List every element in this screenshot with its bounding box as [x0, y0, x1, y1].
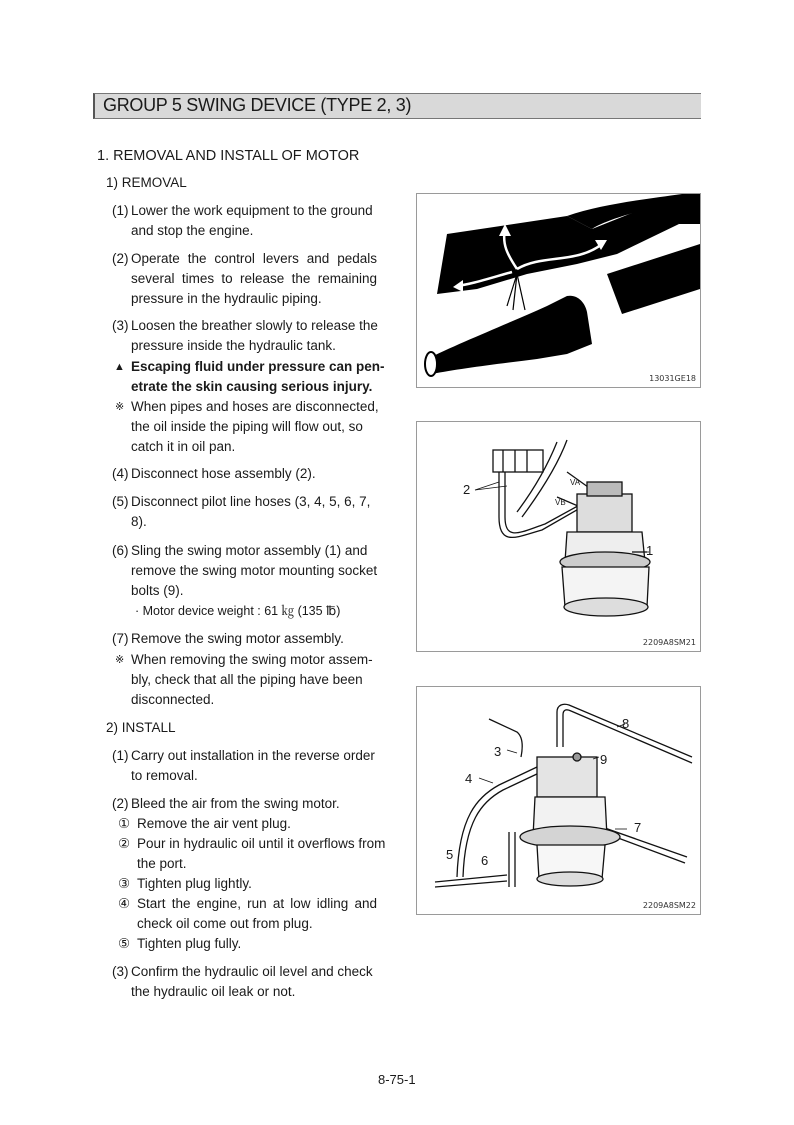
substep-2-num: ② — [118, 836, 131, 851]
note-2-line-2: bly, check that all the piping have been — [131, 672, 363, 687]
removal-step-6-line-3: bolts (9). — [131, 583, 184, 598]
removal-step-7-num: (7) — [112, 631, 129, 646]
label-pipe-3: 3 — [494, 744, 502, 759]
label-motor-1: 1 — [646, 543, 654, 558]
note-2-line-3: disconnected. — [131, 692, 215, 707]
removal-step-5-line-2: 8). — [131, 514, 147, 529]
group-title-bar — [93, 93, 701, 119]
label-hose-2: 2 — [463, 482, 471, 497]
removal-step-1-line-1: Lower the work equipment to the ground — [131, 203, 373, 218]
figure-2-code: 2209A8SM21 — [642, 638, 696, 647]
note-2-reference-mark-icon: ※ — [115, 654, 125, 666]
install-heading: 2) INSTALL — [106, 720, 176, 735]
install-step-3-line-1: Confirm the hydraulic oil level and check — [131, 964, 373, 979]
install-step-2-line-1: Bleed the air from the swing motor. — [131, 796, 340, 811]
warning-line-1: Escaping fluid under pressure can pen- — [131, 359, 385, 374]
removal-step-6-line-1: Sling the swing motor assembly (1) and — [131, 543, 368, 558]
install-step-3-line-2: the hydraulic oil leak or not. — [131, 984, 296, 999]
substep-1-num: ① — [118, 816, 131, 831]
figure-swing-motor-install — [416, 686, 701, 915]
label-bolt-9: 9 — [600, 752, 608, 767]
substep-5-num: ⑤ — [118, 936, 131, 951]
group-title: GROUP 5 SWING DEVICE (TYPE 2, 3) — [103, 95, 412, 115]
note-1-reference-mark-icon: ※ — [115, 401, 125, 413]
hose-pressure-illustration — [417, 194, 700, 387]
removal-step-3-num: (3) — [112, 318, 129, 333]
substep-4-num: ④ — [118, 896, 131, 911]
substep-3-num: ③ — [118, 876, 131, 891]
figure-swing-motor-removal — [416, 421, 701, 652]
label-pipe-5: 5 — [446, 847, 454, 862]
section-title: 1. REMOVAL AND INSTALL OF MOTOR — [97, 148, 360, 164]
removal-step-2-line-3: pressure in the hydraulic piping. — [131, 291, 322, 306]
motor-weight: · Motor device weight : 61 ㎏ (135 ℔) — [135, 604, 341, 618]
removal-step-4-num: (4) — [112, 466, 129, 481]
install-step-1-line-1: Carry out installation in the reverse order — [131, 748, 375, 763]
removal-step-2-line-1: Operate the control levers and pedals — [131, 251, 377, 266]
substep-2-line-2: the port. — [137, 856, 187, 871]
figure-1-code: 13031GE18 — [649, 374, 696, 383]
note-1-line-3: catch it in oil pan. — [131, 439, 236, 454]
label-port-va: VA — [570, 478, 581, 487]
figure-3-code: 2209A8SM22 — [642, 901, 696, 910]
label-pipe-7: 7 — [634, 820, 642, 835]
install-step-2-num: (2) — [112, 796, 129, 811]
label-pipe-6: 6 — [481, 853, 489, 868]
note-2-line-1: When removing the swing motor assem- — [131, 652, 373, 667]
removal-step-6-line-2: remove the swing motor mounting socket — [131, 563, 378, 578]
removal-step-3-line-2: pressure inside the hydraulic tank. — [131, 338, 336, 353]
substep-1-line-1: Remove the air vent plug. — [137, 816, 291, 831]
substep-4-line-2: check oil come out from plug. — [137, 916, 313, 931]
install-step-3-num: (3) — [112, 964, 129, 979]
label-pipe-4: 4 — [465, 771, 473, 786]
substep-4-line-1: Start the engine, run at low idling and — [137, 896, 377, 911]
swing-motor-illustration — [417, 422, 700, 651]
note-1-line-1: When pipes and hoses are disconnected, — [131, 399, 379, 414]
install-step-1-line-2: to removal. — [131, 768, 198, 783]
removal-step-6-num: (6) — [112, 543, 129, 558]
label-pipe-8: 8 — [622, 716, 630, 731]
removal-step-2-num: (2) — [112, 251, 129, 266]
removal-step-2-line-2: several times to release the remaining — [131, 271, 377, 286]
removal-step-4-line-1: Disconnect hose assembly (2). — [131, 466, 316, 481]
removal-step-5-num: (5) — [112, 494, 129, 509]
warning-line-2: etrate the skin causing serious injury. — [131, 379, 373, 394]
substep-5-line-1: Tighten plug fully. — [137, 936, 242, 951]
removal-step-1-line-2: and stop the engine. — [131, 223, 254, 238]
substep-2-line-1: Pour in hydraulic oil until it overflows from — [137, 836, 386, 851]
removal-step-3-line-1: Loosen the breather slowly to release the — [131, 318, 378, 333]
removal-step-7-line-1: Remove the swing motor assembly. — [131, 631, 344, 646]
label-port-vb: VB — [555, 498, 566, 507]
removal-step-1-num: (1) — [112, 203, 129, 218]
warning-triangle-icon: ▲ — [114, 361, 125, 373]
removal-step-5-line-1: Disconnect pilot line hoses (3, 4, 5, 6, 7, — [131, 494, 371, 509]
figure-hydraulic-pressure-warning — [416, 193, 701, 388]
removal-heading: 1) REMOVAL — [106, 175, 187, 190]
substep-3-line-1: Tighten plug lightly. — [137, 876, 252, 891]
note-1-line-2: the oil inside the piping will flow out, so — [131, 419, 363, 434]
install-step-1-num: (1) — [112, 748, 129, 763]
page-number: 8-75-1 — [378, 1072, 416, 1087]
swing-motor-piping-illustration — [417, 687, 700, 914]
